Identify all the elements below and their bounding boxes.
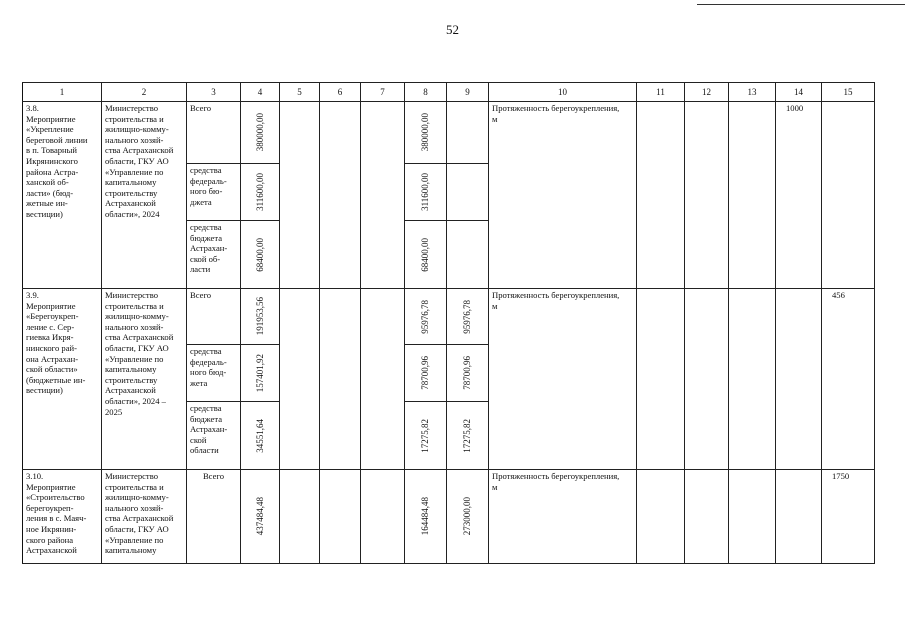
activity-cell: 3.10. Мероприятие «Строительство берегоукреп- ления в с. Маяч- ное Икрянин- ского района Астраханской xyxy=(23,470,102,564)
empty-cell xyxy=(320,470,361,564)
amount-total-cell xyxy=(241,221,280,289)
table-row xyxy=(23,102,875,164)
empty-cell xyxy=(637,470,685,564)
amount-year-cell xyxy=(447,102,489,164)
target-value-cell: 1750 xyxy=(822,470,875,564)
amount-year-cell xyxy=(447,402,489,470)
amount-value: 95976,78 xyxy=(462,299,473,334)
header-row xyxy=(23,83,875,102)
activity-cell: 3.8. Мероприятие «Укрепление береговой линии в п. Товарный Икрянинского района Астра- ханской об- ласти» (бюд- жетные ин- вестиции) xyxy=(23,102,102,289)
table-row xyxy=(23,470,875,564)
header-cell: 8 xyxy=(405,83,447,102)
source-cell: Всего xyxy=(187,289,241,345)
empty-cell xyxy=(637,102,685,289)
amount-value: 78700,96 xyxy=(462,356,473,390)
header-cell: 4 xyxy=(241,83,280,102)
amount-year-cell xyxy=(447,345,489,402)
header-cell: 9 xyxy=(447,83,489,102)
amount-year-cell xyxy=(405,289,447,345)
empty-cell xyxy=(361,102,405,289)
empty-cell xyxy=(320,102,361,289)
header-cell: 12 xyxy=(685,83,729,102)
header-cell: 3 xyxy=(187,83,241,102)
executor-cell: Министерство строительства и жилищно-комму- нального хозяй- ства Астраханской области, ГКУ АО «Управление по капитальному строительству Астраханской области», 2024 xyxy=(102,102,187,289)
header-cell: 7 xyxy=(361,83,405,102)
empty-cell xyxy=(361,289,405,470)
amount-total-cell xyxy=(241,470,280,564)
empty-cell xyxy=(320,289,361,470)
amount-value: 311600,00 xyxy=(420,173,431,211)
source-cell: средства федераль- ного бюд- жета xyxy=(187,345,241,402)
header-cell: 11 xyxy=(637,83,685,102)
header-cell: 6 xyxy=(320,83,361,102)
source-cell: средства федераль- ного бю- джета xyxy=(187,164,241,221)
amount-year-cell xyxy=(405,470,447,564)
amount-value: 273000,00 xyxy=(462,497,473,536)
top-rule xyxy=(697,4,905,5)
table-row xyxy=(23,289,875,345)
amount-value: 78700,96 xyxy=(420,356,431,390)
amount-value: 34551,64 xyxy=(254,418,265,453)
target-value-cell xyxy=(776,289,822,470)
empty-cell xyxy=(361,470,405,564)
amount-year-cell xyxy=(447,164,489,221)
executor-cell: Министерство строительства и жилищно-комму- нального хозяй- ства Астраханской области, ГКУ АО «Управление по капитальному строительству Астраханской области», 2024 – 2025 xyxy=(102,289,187,470)
empty-cell xyxy=(280,470,320,564)
amount-value: 311600,00 xyxy=(254,173,265,211)
header-cell: 13 xyxy=(729,83,776,102)
source-cell: средства бюджета Астрахан- ской об- ласти xyxy=(187,221,241,289)
amount-total-cell xyxy=(241,102,280,164)
amount-year-cell xyxy=(447,221,489,289)
amount-value: 437484,48 xyxy=(254,497,265,536)
amount-year-cell xyxy=(405,102,447,164)
empty-cell xyxy=(685,470,729,564)
target-value-cell xyxy=(776,470,822,564)
amount-value: 95976,78 xyxy=(420,299,431,334)
amount-year-cell xyxy=(447,470,489,564)
indicator-cell: Протяженность берегоукрепления, м xyxy=(489,289,637,470)
empty-cell xyxy=(280,102,320,289)
empty-cell xyxy=(280,289,320,470)
amount-year-cell xyxy=(405,164,447,221)
empty-cell xyxy=(637,289,685,470)
amount-year-cell xyxy=(405,221,447,289)
empty-cell xyxy=(729,102,776,289)
activity-cell: 3.9. Мероприятие «Берегоукреп- ление с. Сер- гиевка Икря- нинского рай- она Астрахан- ской области» (бюджетные ин- вестиции) xyxy=(23,289,102,470)
header-cell: 14 xyxy=(776,83,822,102)
source-cell: Всего xyxy=(187,470,241,564)
header-cell: 10 xyxy=(489,83,637,102)
amount-year-cell xyxy=(405,345,447,402)
amount-value: 68400,00 xyxy=(254,237,265,272)
amount-value: 380000,00 xyxy=(420,113,431,152)
header-cell: 2 xyxy=(102,83,187,102)
empty-cell xyxy=(729,289,776,470)
target-value-cell: 1000 xyxy=(776,102,822,289)
empty-cell xyxy=(685,102,729,289)
target-value-cell: 456 xyxy=(822,289,875,470)
amount-total-cell xyxy=(241,289,280,345)
indicator-cell: Протяженность берегоукрепления, м xyxy=(489,470,637,564)
amount-value: 68400,00 xyxy=(420,237,431,272)
amount-value: 157401,92 xyxy=(254,353,265,393)
amount-year-cell xyxy=(447,289,489,345)
amount-value: 17275,82 xyxy=(462,418,473,453)
target-value-cell xyxy=(822,102,875,289)
amount-value: 380000,00 xyxy=(254,113,265,152)
empty-cell xyxy=(685,289,729,470)
indicator-cell: Протяженность берегоукрепления, м xyxy=(489,102,637,289)
amount-value: 191953,56 xyxy=(254,297,265,336)
amount-total-cell xyxy=(241,402,280,470)
source-cell: Всего xyxy=(187,102,241,164)
source-cell: средства бюджета Астрахан- ской области xyxy=(187,402,241,470)
amount-year-cell xyxy=(405,402,447,470)
empty-cell xyxy=(729,470,776,564)
header-cell: 15 xyxy=(822,83,875,102)
program-table xyxy=(22,82,875,564)
header-cell: 5 xyxy=(280,83,320,102)
amount-total-cell xyxy=(241,164,280,221)
executor-cell: Министерство строительства и жилищно-комму- нального хозяй- ства Астраханской области, ГКУ АО «Управление по капитальному xyxy=(102,470,187,564)
page-number: 52 xyxy=(446,22,459,37)
amount-value: 17275,82 xyxy=(420,418,431,453)
amount-total-cell xyxy=(241,345,280,402)
header-cell: 1 xyxy=(23,83,102,102)
amount-value: 164484,48 xyxy=(420,497,431,536)
